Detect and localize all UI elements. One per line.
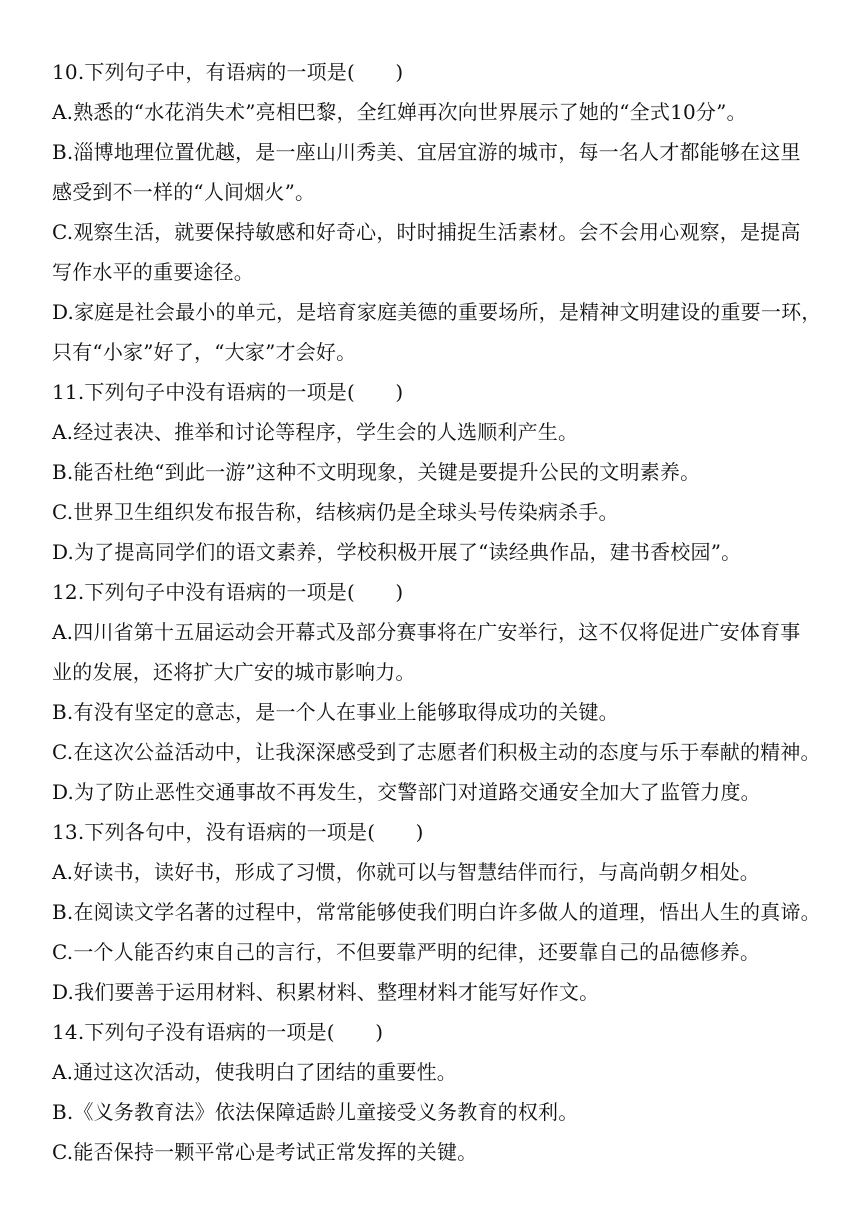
option-b: B.能否杜绝“到此一游”这种不文明现象，关键是要提升公民的文明素养。 (52, 460, 701, 484)
option-d: D.为了提高同学们的语文素养，学校积极开展了“读经典作品，建书香校园”。 (52, 540, 742, 564)
question-10 (52, 52, 834, 372)
question-stem: 14.下列句子没有语病的一项是( ) (52, 1020, 384, 1044)
option-b-line-2: 感受到不一样的“人间烟火”。 (52, 180, 316, 204)
option-b: B.在阅读文学名著的过程中，常常能够使我们明白许多做人的道理，悟出人生的真谛。 (52, 900, 821, 924)
option-a-line-2: 业的发展，还将扩大广安的城市影响力。 (52, 660, 416, 684)
option-c: C.世界卫生组织发布报告称，结核病仍是全球头号传染病杀手。 (52, 500, 619, 524)
question-14 (52, 1012, 834, 1172)
option-d-line-1: D.家庭是社会最小的单元，是培育家庭美德的重要场所，是精神文明建设的重要一环， (52, 300, 822, 324)
option-a: A.好读书，读好书，形成了习惯，你就可以与智慧结伴而行，与高尚朝夕相处。 (52, 860, 761, 884)
option-a-line-1: A.四川省第十五届运动会开幕式及部分赛事将在广安举行，这不仅将促进广安体育事 (52, 620, 801, 644)
question-stem: 12.下列句子中没有语病的一项是( ) (52, 580, 404, 604)
option-a: A.熟悉的“水花消失术”亮相巴黎，全红婵再次向世界展示了她的“全式10分”。 (52, 100, 747, 124)
option-d: D.我们要善于运用材料、积累材料、整理材料才能写好作文。 (52, 980, 600, 1004)
question-stem: 11.下列句子中没有语病的一项是( ) (52, 380, 404, 404)
option-c: C.能否保持一颗平常心是考试正常发挥的关键。 (52, 1140, 478, 1164)
option-b: B.《义务教育法》依法保障适龄儿童接受义务教育的权利。 (52, 1100, 579, 1124)
question-stem: 13.下列各句中，没有语病的一项是( ) (52, 820, 424, 844)
question-11 (52, 372, 834, 572)
option-c: C.在这次公益活动中，让我深深感受到了志愿者们积极主动的态度与乐于奉献的精神。 (52, 740, 821, 764)
option-c-line-2: 写作水平的重要途径。 (52, 260, 254, 284)
option-b: B.有没有坚定的意志，是一个人在事业上能够取得成功的关键。 (52, 700, 619, 724)
question-13 (52, 812, 834, 1012)
option-d-line-2: 只有“小家”好了，“大家”才会好。 (52, 340, 357, 364)
option-d: D.为了防止恶性交通事故不再发生，交警部门对道路交通安全加大了监管力度。 (52, 780, 761, 804)
option-a: A.经过表决、推举和讨论等程序，学生会的人选顺利产生。 (52, 420, 579, 444)
question-stem: 10.下列句子中，有语病的一项是( ) (52, 60, 404, 84)
option-c: C.一个人能否约束自己的言行，不但要靠严明的纪律，还要靠自己的品德修养。 (52, 940, 761, 964)
option-a: A.通过这次活动，使我明白了团结的重要性。 (52, 1060, 458, 1084)
question-12 (52, 572, 834, 812)
option-b-line-1: B.淄博地理位置优越，是一座山川秀美、宜居宜游的城市，每一名人才都能够在这里 (52, 140, 801, 164)
option-c-line-1: C.观察生活，就要保持敏感和好奇心，时时捕捉生活素材。会不会用心观察，是提高 (52, 220, 801, 244)
